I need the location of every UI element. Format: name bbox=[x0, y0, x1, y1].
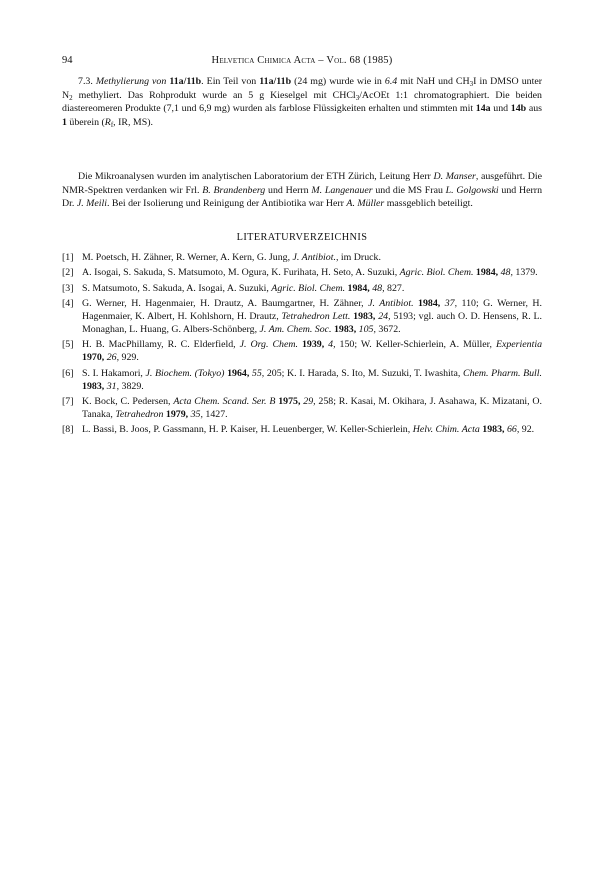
pages: 5193; vgl. auch O. D. Hensens, R. L. Monaghan, L. Huang, G. Albers-Schönberg, bbox=[82, 310, 543, 336]
journal-name: J. Antibiot. bbox=[368, 297, 414, 309]
reference-number: [3] bbox=[62, 282, 74, 294]
reference-number: [1] bbox=[62, 252, 74, 263]
paragraph-text: massgeblich beteiligt. bbox=[384, 198, 473, 210]
paragraph-text: . Ein Teil von bbox=[201, 76, 260, 87]
volume: 55, bbox=[251, 367, 265, 379]
person-name: A. Müller bbox=[346, 198, 385, 210]
compound-label: 11a/11b bbox=[259, 76, 292, 87]
volume: 35, bbox=[190, 409, 203, 421]
pages: 205; K. I. Harada, S. Ito, M. Suzuki, T. Iwashita, bbox=[264, 367, 463, 379]
paragraph-text: und die MS Frau bbox=[372, 184, 446, 196]
page-number: 94 bbox=[62, 55, 73, 66]
person-name: M. Langenauer bbox=[311, 184, 373, 196]
journal-name: Tetrahedron Lett. bbox=[281, 310, 351, 322]
pages: 110; G. Werner, H. Hagenmaier, K. Albert, H. Kohlshorn, H. Drautz, bbox=[82, 297, 543, 322]
journal-name: Helv. Chim. Acta bbox=[412, 424, 480, 436]
paragraph-text: mit NaH und CH bbox=[397, 76, 470, 87]
reference-list bbox=[62, 251, 542, 439]
subscript: 3 bbox=[355, 93, 360, 102]
reference-item bbox=[62, 367, 542, 393]
person-name: J. Meili bbox=[76, 198, 107, 210]
reference-text bbox=[82, 266, 542, 279]
reference-item bbox=[62, 395, 542, 421]
section-reference: 6.4 bbox=[384, 76, 398, 87]
rf-symbol: R bbox=[104, 116, 111, 128]
journal-name: J. Am. Chem. Soc. bbox=[259, 324, 332, 336]
literature-heading: LITERATURVERZEICHNIS bbox=[236, 232, 368, 243]
authors: M. Poetsch, H. Zähner, R. Werner, A. Kern, G. Jung, bbox=[82, 252, 293, 263]
paragraph-text: überein ( bbox=[66, 116, 105, 128]
volume: 26, bbox=[106, 352, 120, 364]
reference-item bbox=[62, 266, 542, 279]
authors: S. Matsumoto, S. Sakuda, A. Isogai, A. Suzuki, bbox=[82, 282, 272, 294]
reference-text bbox=[82, 251, 542, 264]
authors: A. Isogai, S. Sakuda, S. Matsumoto, M. Ogura, K. Furihata, H. Seto, A. Suzuki, bbox=[82, 267, 400, 279]
year: 1984, bbox=[475, 267, 499, 279]
reference-number: [2] bbox=[62, 267, 74, 279]
journal-name: Tetrahedron bbox=[115, 409, 164, 421]
reference-text bbox=[82, 367, 542, 393]
paragraph-text: (24 mg) wurde wie in bbox=[291, 76, 385, 87]
paragraph-text: methyliert. Das Rohprodukt wurde an 5 g Kieselgel mit CHCl bbox=[72, 89, 356, 101]
journal-name: Experientia bbox=[495, 339, 543, 351]
authors: K. Bock, C. Pedersen, bbox=[82, 396, 174, 408]
reference-text bbox=[82, 395, 542, 421]
compound-label: 11a/11b bbox=[169, 76, 202, 87]
pages: 150; W. Keller-Schierlein, A. Müller, bbox=[335, 339, 496, 351]
paragraph-text: , IR, MS). bbox=[113, 116, 153, 128]
authors: S. I. Hakamori, bbox=[82, 367, 146, 379]
pages: 92. bbox=[519, 424, 535, 436]
year: 1983, bbox=[353, 310, 376, 322]
year: 1983, bbox=[333, 324, 357, 336]
volume: 105, bbox=[358, 324, 376, 336]
pages: 1427. bbox=[202, 409, 228, 421]
journal-name: Agric. Biol. Chem. bbox=[399, 267, 474, 279]
reference-number: [8] bbox=[62, 424, 74, 436]
year: 1984, bbox=[418, 297, 441, 309]
subscript: 3 bbox=[469, 80, 474, 88]
person-name: B. Brandenberg bbox=[202, 184, 266, 196]
reference-tail: , im Druck. bbox=[335, 252, 381, 263]
pages: 929. bbox=[119, 352, 139, 364]
paragraph-text: und Herrn bbox=[265, 184, 312, 196]
paragraph-text: I in DMSO unter N bbox=[62, 76, 542, 101]
reference-number: [6] bbox=[62, 367, 74, 379]
authors: G. Werner, H. Hagenmaier, H. Drautz, A. Baumgartner, H. Zähner, bbox=[82, 297, 369, 309]
pages: 258; R. Kasai, M. Okihara, J. Asahawa, K. Mizatani, O. Tanaka, bbox=[82, 396, 543, 421]
compound-label: 1 bbox=[62, 116, 67, 128]
year: 1984, bbox=[347, 282, 370, 294]
journal-name: Acta Chem. Scand. Ser. B bbox=[173, 396, 276, 408]
year: 1964, bbox=[227, 367, 250, 379]
year: 1979, bbox=[165, 409, 189, 421]
year: 1975, bbox=[278, 396, 301, 408]
authors: L. Bassi, B. Joos, P. Gassmann, H. P. Kaiser, H. Leuenberger, W. Keller-Schierlein, bbox=[82, 424, 413, 436]
reference-number: [5] bbox=[62, 339, 74, 351]
authors: H. B. MacPhillamy, R. C. Elderfield, bbox=[82, 339, 240, 351]
paragraph-text: aus bbox=[526, 103, 543, 115]
paragraph-text: Die Mikroanalysen wurden im analytischen Laboratorium der ETH Zürich, Leitung Herr bbox=[78, 171, 434, 182]
reference-text bbox=[82, 282, 542, 295]
pages: 3829. bbox=[119, 380, 144, 392]
reference-item bbox=[62, 297, 542, 336]
running-header bbox=[62, 55, 542, 69]
section-number: 7.3. bbox=[78, 76, 96, 87]
journal-name: J. Biochem. (Tokyo) bbox=[145, 367, 225, 379]
volume: 4, bbox=[328, 339, 336, 351]
reference-item bbox=[62, 282, 542, 295]
reference-text bbox=[82, 338, 542, 364]
acknowledgement-paragraph bbox=[62, 170, 542, 211]
year: 1983, bbox=[82, 380, 105, 392]
paragraph-text: und bbox=[490, 103, 511, 115]
reference-number: [4] bbox=[62, 297, 74, 309]
paragraph-text: . Bei der Isolierung und Reinigung der Antibiotika war Herr bbox=[106, 198, 347, 210]
paragraph-text: /AcOEt 1:1 chromatographiert. Die beiden diastereomeren Produkte (7,1 und 6,9 mg) wurden als farblose Flüssigkeiten erhalten und stimmten mit bbox=[62, 89, 542, 115]
journal-name: J. Antibiot. bbox=[292, 252, 336, 263]
year: 1939, bbox=[301, 339, 325, 351]
journal-name: Chem. Pharm. Bull. bbox=[462, 367, 543, 379]
journal-running-head: Helvetica Chimica Acta – Vol. 68 (1985) bbox=[211, 55, 393, 66]
reference-item bbox=[62, 338, 542, 364]
subscript: f bbox=[110, 120, 114, 129]
reference-text bbox=[82, 297, 542, 336]
reference-item bbox=[62, 423, 542, 436]
reference-item bbox=[62, 251, 542, 264]
paragraph-text: und Herrn Dr. bbox=[62, 184, 543, 210]
compound-label: 14b bbox=[510, 103, 527, 115]
volume: 48, bbox=[500, 267, 513, 279]
person-name: L. Golgowski bbox=[445, 184, 499, 196]
year: 1983, bbox=[482, 424, 505, 436]
reference-text bbox=[82, 423, 542, 436]
section-title: Methylierung von bbox=[95, 76, 170, 87]
volume: 66, bbox=[506, 424, 520, 436]
volume: 24, bbox=[378, 310, 391, 322]
reference-number: [7] bbox=[62, 396, 74, 408]
pages: 1379. bbox=[512, 267, 538, 279]
pages: 3672. bbox=[375, 324, 401, 336]
methylation-paragraph bbox=[62, 75, 542, 129]
compound-label: 14a bbox=[475, 103, 491, 115]
journal-name: Agric. Biol. Chem. bbox=[271, 282, 346, 294]
pages: 827. bbox=[384, 282, 405, 294]
volume: 29, bbox=[303, 396, 316, 408]
paragraph-text: , ausgeführt. Die NMR-Spektren verdanken wir Frl. bbox=[62, 171, 542, 196]
volume: 48, bbox=[372, 282, 385, 294]
year: 1970, bbox=[82, 352, 105, 364]
subscript: 2 bbox=[69, 93, 73, 102]
person-name: D. Manser bbox=[433, 171, 476, 182]
volume: 31, bbox=[106, 380, 120, 392]
volume: 37, bbox=[444, 297, 458, 309]
journal-name: J. Org. Chem. bbox=[239, 339, 298, 351]
